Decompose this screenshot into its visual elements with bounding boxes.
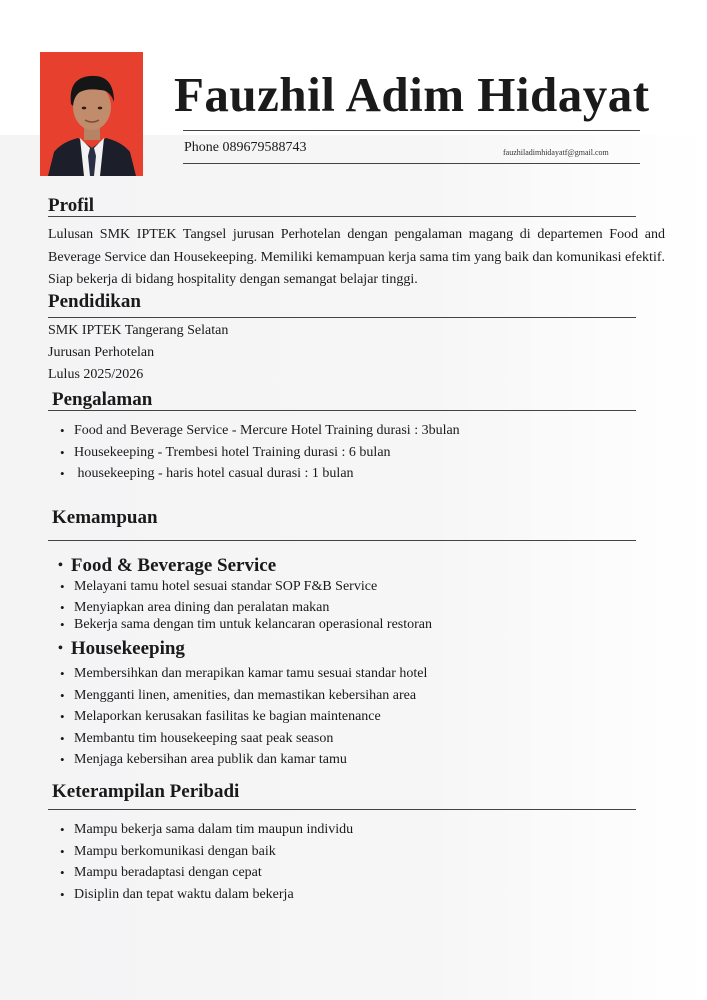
section-rule-keterampilan (48, 809, 636, 810)
section-title-kemampuan: Kemampuan (52, 507, 158, 528)
profile-photo (40, 52, 143, 176)
email-address: fauzhiladimhidayatf@gmail.com (503, 148, 609, 157)
housekeeping-skills-list (48, 663, 427, 771)
education-graduation: Lulus 2025/2026 (48, 367, 144, 382)
education-school: SMK IPTEK Tangerang Selatan (48, 323, 229, 338)
subsection-title-housekeeping: • Housekeeping (58, 638, 185, 659)
list-item: • Mampu bekerja sama dalam tim maupun individu (48, 819, 353, 841)
section-title-pendidikan: Pendidikan (48, 291, 141, 312)
list-item: • Mampu beradaptasi dengan cepat (48, 862, 353, 884)
list-item: • Melaporkan kerusakan fasilitas ke bagian maintenance (48, 706, 427, 728)
section-title-keterampilan: Keterampilan Peribadi (52, 781, 240, 802)
list-item: • Disiplin dan tepat waktu dalam bekerja (48, 884, 353, 906)
candidate-name: Fauzhil Adim Hidayat (174, 67, 650, 122)
list-item: • housekeeping - haris hotel casual durasi : 1 bulan (48, 463, 460, 485)
section-rule-profil (48, 216, 636, 217)
list-item: • Membantu tim housekeeping saat peak season (48, 728, 427, 750)
pendidikan-lines (48, 320, 228, 386)
pengalaman-list (48, 420, 460, 485)
fnb-skills-list (48, 577, 432, 635)
header-rule-top (183, 130, 640, 131)
list-item: • Mampu berkomunikasi dengan baik (48, 841, 353, 863)
list-item: • Bekerja sama dengan tim untuk kelancaran operasional restoran (48, 615, 432, 635)
bullet-icon: • (58, 558, 63, 573)
profil-text: Lulusan SMK IPTEK Tangsel jurusan Perhotelan dengan pengalaman magang di departemen Food and Beverage Service dan Housekeeping. Memiliki kemampuan kerja sama tim yang baik dan komunikasi efektif. Siap bekerja di bidang hospitality dengan semangat belajar tinggi. (48, 227, 665, 287)
list-item: • Housekeeping - Trembesi hotel Training durasi : 6 bulan (48, 442, 460, 464)
section-title-profil: Profil (48, 195, 95, 216)
header-rule-bottom (183, 163, 640, 164)
list-item: • Menjaga kebersihan area publik dan kamar tamu (48, 749, 427, 771)
education-major: Jurusan Perhotelan (48, 345, 155, 360)
section-rule-pendidikan (48, 317, 636, 318)
section-rule-pengalaman (48, 410, 636, 411)
section-rule-kemampuan (48, 540, 636, 541)
bullet-icon: • (58, 641, 63, 656)
list-item: • Membersihkan dan merapikan kamar tamu sesuai standar hotel (48, 663, 427, 685)
list-item: • Mengganti linen, amenities, dan memastikan kebersihan area (48, 685, 427, 707)
list-item: • Melayani tamu hotel sesuai standar SOP F&B Service (48, 577, 432, 597)
phone-number: Phone 089679588743 (184, 140, 307, 155)
list-item: • Food and Beverage Service - Mercure Hotel Training durasi : 3bulan (48, 420, 460, 442)
keterampilan-list (48, 819, 353, 905)
list-item: • Menyiapkan area dining dan peralatan makan (48, 598, 432, 618)
section-title-pengalaman: Pengalaman (52, 389, 153, 410)
subsection-title-fnb: • Food & Beverage Service (58, 555, 277, 576)
